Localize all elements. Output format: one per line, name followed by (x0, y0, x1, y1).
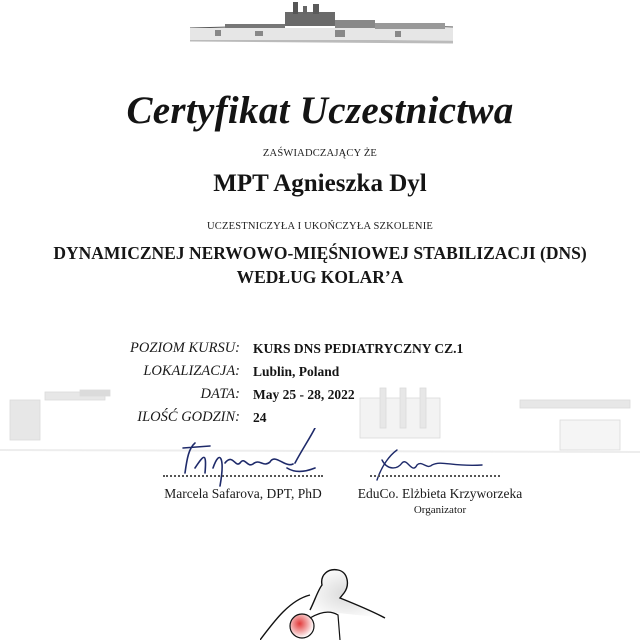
participant-name: MPT Agnieszka Dyl (213, 170, 427, 197)
attests-label: ZAŚWIADCZAJĄCY ŻE (262, 148, 378, 159)
date-label: DATA: (200, 386, 240, 402)
dns-logo-icon (260, 560, 410, 640)
signature-safarova (175, 428, 325, 488)
course-title-line2: WEDŁUG KOLAR’A (236, 267, 404, 287)
hours-value: 24 (253, 410, 267, 425)
course-level-label: POZIOM KURSU: (130, 340, 240, 356)
date-value: May 25 - 28, 2022 (253, 387, 355, 402)
signature-line-1 (163, 475, 323, 477)
location-label: LOKALIZACJA: (143, 363, 240, 379)
certificate-title: Certyfikat Uczestnictwa (126, 89, 514, 132)
completed-label: UCZESTNICZYŁA I UKOŃCZYŁA SZKOLENIE (206, 221, 434, 232)
course-level-value: KURS DNS PEDIATRYCZNY CZ.1 (253, 341, 464, 356)
hours-label: ILOŚĆ GODZIN: (137, 409, 240, 425)
signatory-2-role: Organizator (413, 504, 467, 516)
signatory-1-name: Marcela Safarova, DPT, PhD (164, 486, 322, 501)
signatory-2-name: EduCo. Elżbieta Krzyworzeka (357, 486, 523, 501)
castle-skyline-illustration (185, 0, 455, 50)
course-title-line1: DYNAMICZNEJ NERWOWO-MIĘŚNIOWEJ STABILIZACJI (DNS) (53, 243, 587, 263)
location-value: Lublin, Poland (253, 364, 340, 379)
signature-line-2 (370, 475, 500, 477)
signature-krzyworzeka (372, 445, 492, 485)
